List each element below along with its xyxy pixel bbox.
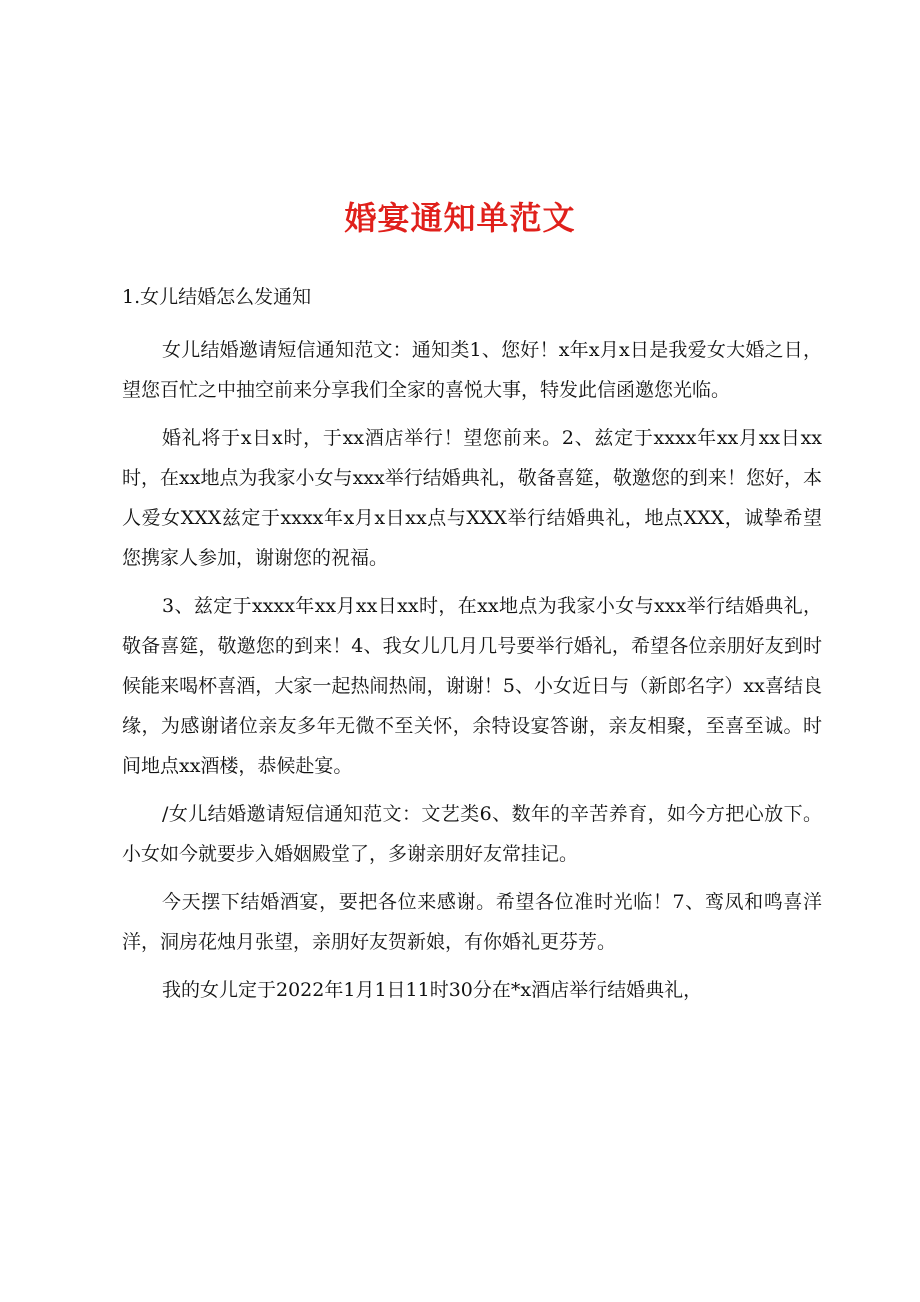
paragraph: 婚礼将于x日x时，于xx酒店举行！望您前来。2、兹定于xxxx年xx月xx日xx时，在xx地点为我家小女与xxx举行结婚典礼，敬备喜筵，敬邀您的到来！您好，本人爱女XXX兹定于xxxx年x月x日xx点与XXX举行结婚典礼，地点XXX，诚挚希望您携家人参加，谢谢您的祝福。: [122, 427, 822, 569]
section-heading: 1.女儿结婚怎么发通知: [122, 286, 312, 308]
paragraph: 今天摆下结婚酒宴，要把各位来感谢。希望各位准时光临！7、鸾凤和鸣喜洋洋，洞房花烛月张望，亲朋好友贺新娘，有你婚礼更芬芳。: [122, 891, 822, 953]
paragraph: 我的女儿定于2022年1月1日11时30分在*x酒店举行结婚典礼，: [162, 979, 703, 1001]
document-body: [122, 330, 822, 1018]
paragraph: 女儿结婚邀请短信通知范文：通知类1、您好！x年x月x日是我爱女大婚之日，望您百忙之中抽空前来分享我们全家的喜悦大事，特发此信函邀您光临。: [122, 339, 822, 401]
document-title: 婚宴通知单范文: [344, 199, 576, 237]
paragraph: /女儿结婚邀请短信通知范文：文艺类6、数年的辛苦养育，如今方把心放下。小女如今就要步入婚姻殿堂了，多谢亲朋好友常挂记。: [122, 803, 822, 865]
paragraph: 3、兹定于xxxx年xx月xx日xx时，在xx地点为我家小女与xxx举行结婚典礼，敬备喜筵，敬邀您的到来！4、我女儿几月几号要举行婚礼，希望各位亲朋好友到时候能来喝杯喜酒，大家一起热闹热闹，谢谢！5、小女近日与（新郎名字）xx喜结良缘，为感谢诸位亲友多年无微不至关怀，余特设宴答谢，亲友相聚，至喜至诚。时间地点xx酒楼，恭候赴宴。: [122, 595, 822, 777]
